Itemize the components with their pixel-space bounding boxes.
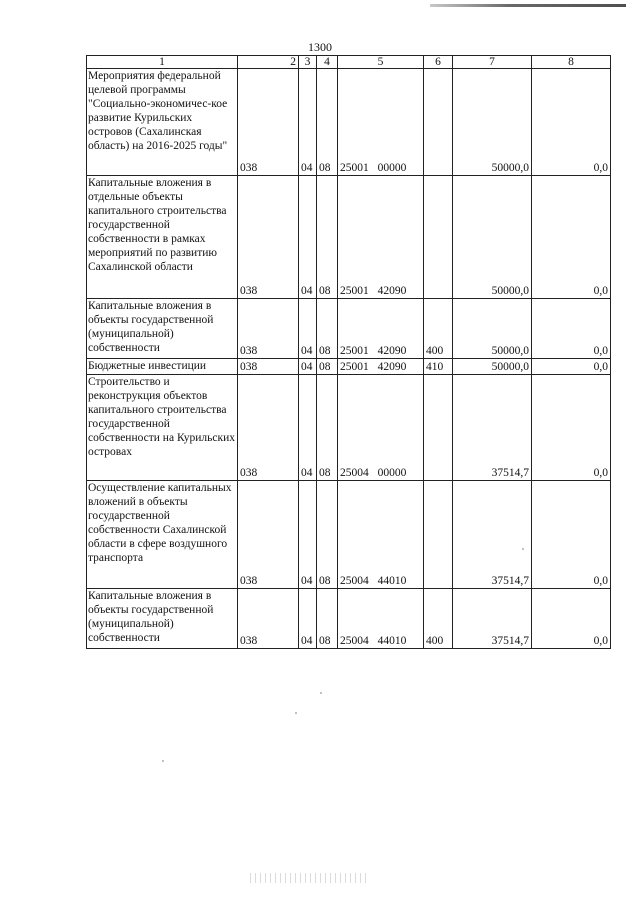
row-expense-type: 400 bbox=[424, 589, 453, 649]
table-row bbox=[87, 481, 611, 589]
row-target-item: 25004 00000 bbox=[338, 375, 424, 481]
row-section: 04 bbox=[299, 375, 317, 481]
scan-speck bbox=[522, 548, 524, 550]
row-name: Капитальные вложения в отдельные объекты капитального строительства государственной собственности в рамках мероприятий по развитию Сахалинской области bbox=[87, 176, 238, 299]
row-amount-2: 0,0 bbox=[532, 69, 611, 176]
row-code-ministry: 038 bbox=[238, 176, 299, 299]
row-section: 04 bbox=[299, 299, 317, 359]
header-col-8: 8 bbox=[532, 56, 611, 69]
row-section: 04 bbox=[299, 176, 317, 299]
row-code-ministry: 038 bbox=[238, 359, 299, 375]
scan-speck bbox=[162, 760, 164, 762]
header-col-6: 6 bbox=[424, 56, 453, 69]
row-subsection: 08 bbox=[317, 481, 338, 589]
row-name: Бюджетные инвестиции bbox=[87, 359, 238, 375]
row-name: Мероприятия федеральной целевой программы "Социально-экономичес-кое развитие Курильских островов (Сахалинская область) на 2016-2025 годы" bbox=[87, 69, 238, 176]
row-section: 04 bbox=[299, 69, 317, 176]
header-col-2: 2 bbox=[238, 56, 299, 69]
row-name: Осуществление капитальных вложений в объекты государственной собственности Сахалинской области в сфере воздушного транспорта bbox=[87, 481, 238, 589]
row-amount-2: 0,0 bbox=[532, 589, 611, 649]
row-name: Капитальные вложения в объекты государственной (муниципальной) собственности bbox=[87, 299, 238, 359]
row-subsection: 08 bbox=[317, 375, 338, 481]
row-amount: 37514,7 bbox=[453, 481, 532, 589]
row-section: 04 bbox=[299, 589, 317, 649]
page-number: 1300 bbox=[308, 40, 332, 54]
scan-speck bbox=[320, 692, 322, 694]
row-amount: 50000,0 bbox=[453, 176, 532, 299]
row-amount-2: 0,0 bbox=[532, 375, 611, 481]
row-amount: 50000,0 bbox=[453, 359, 532, 375]
table-row bbox=[87, 589, 611, 649]
header-col-4: 4 bbox=[317, 56, 338, 69]
row-section: 04 bbox=[299, 359, 317, 375]
row-expense-type bbox=[424, 176, 453, 299]
row-subsection: 08 bbox=[317, 589, 338, 649]
table-row bbox=[87, 359, 611, 375]
table-row bbox=[87, 375, 611, 481]
row-amount-2: 0,0 bbox=[532, 359, 611, 375]
row-amount-2: 0,0 bbox=[532, 176, 611, 299]
table-row bbox=[87, 299, 611, 359]
row-code-ministry: 038 bbox=[238, 69, 299, 176]
header-row bbox=[87, 56, 611, 69]
budget-table bbox=[86, 55, 611, 649]
row-amount: 50000,0 bbox=[453, 69, 532, 176]
row-amount: 37514,7 bbox=[453, 589, 532, 649]
header-col-1: 1 bbox=[87, 56, 238, 69]
row-target-item: 25004 44010 bbox=[338, 589, 424, 649]
header-col-7: 7 bbox=[453, 56, 532, 69]
row-code-ministry: 038 bbox=[238, 375, 299, 481]
row-subsection: 08 bbox=[317, 176, 338, 299]
row-expense-type bbox=[424, 481, 453, 589]
row-target-item: 25001 00000 bbox=[338, 69, 424, 176]
scan-edge-mark bbox=[430, 4, 626, 7]
row-amount-2: 0,0 bbox=[532, 481, 611, 589]
row-name: Капитальные вложения в объекты государственной (муниципальной) собственности bbox=[87, 589, 238, 649]
row-expense-type: 400 bbox=[424, 299, 453, 359]
row-expense-type: 410 bbox=[424, 359, 453, 375]
row-name: Строительство и реконструкция объектов капитального строительства государственной собственности на Курильских островах bbox=[87, 375, 238, 481]
row-expense-type bbox=[424, 69, 453, 176]
scan-speck bbox=[295, 712, 297, 714]
header-col-3: 3 bbox=[299, 56, 317, 69]
header-col-5: 5 bbox=[338, 56, 424, 69]
row-subsection: 08 bbox=[317, 299, 338, 359]
row-expense-type bbox=[424, 375, 453, 481]
row-target-item: 25004 44010 bbox=[338, 481, 424, 589]
row-target-item: 25001 42090 bbox=[338, 299, 424, 359]
row-amount-2: 0,0 bbox=[532, 299, 611, 359]
scan-noise bbox=[250, 873, 370, 883]
table-row bbox=[87, 69, 611, 176]
row-target-item: 25001 42090 bbox=[338, 359, 424, 375]
row-code-ministry: 038 bbox=[238, 589, 299, 649]
row-code-ministry: 038 bbox=[238, 299, 299, 359]
row-section: 04 bbox=[299, 481, 317, 589]
table-row bbox=[87, 176, 611, 299]
row-target-item: 25001 42090 bbox=[338, 176, 424, 299]
row-code-ministry: 038 bbox=[238, 481, 299, 589]
row-subsection: 08 bbox=[317, 359, 338, 375]
row-amount: 50000,0 bbox=[453, 299, 532, 359]
row-subsection: 08 bbox=[317, 69, 338, 176]
row-amount: 37514,7 bbox=[453, 375, 532, 481]
